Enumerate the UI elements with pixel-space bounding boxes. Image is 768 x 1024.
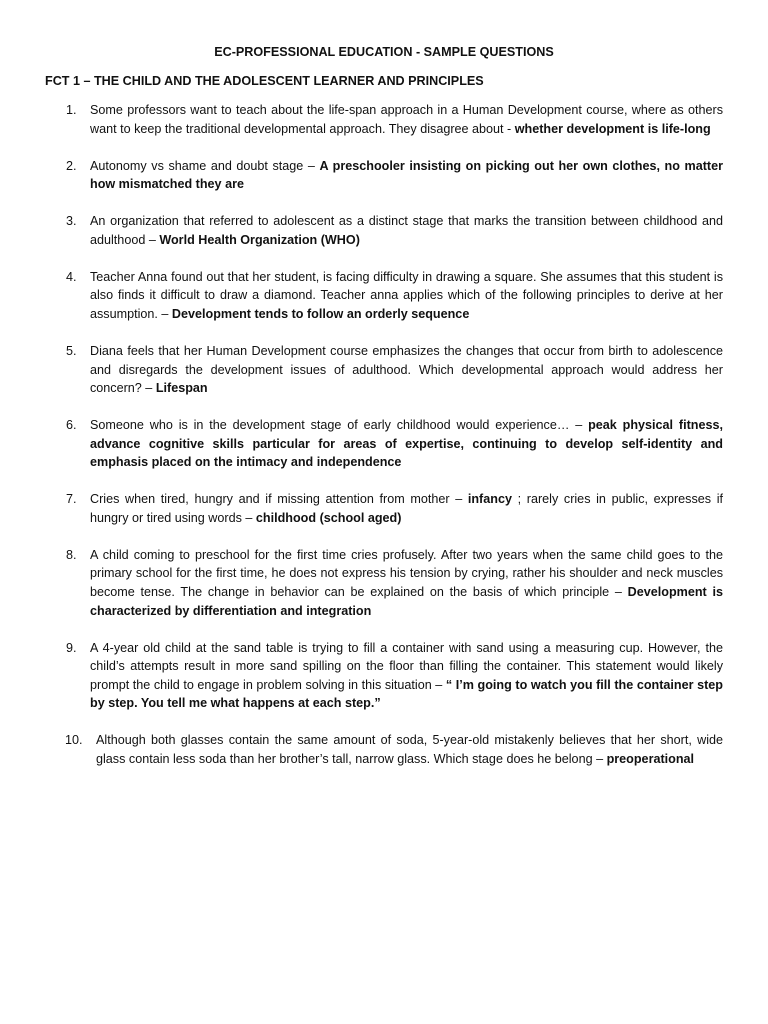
- question-number: 4.: [66, 269, 77, 284]
- question-item: [66, 490, 723, 527]
- question-number: 8.: [66, 547, 77, 562]
- question-item: [66, 101, 723, 138]
- section-title: FCT 1 – THE CHILD AND THE ADOLESCENT LEARNER AND PRINCIPLES: [45, 74, 484, 88]
- question-answer: Development is characterized by differentiation and integration: [90, 585, 723, 618]
- question-text: Although both glasses contain the same amount of soda, 5-year-old mistakenly believes that her short, wide glass contain less soda than her brother’s tall, narrow glass. Which stage does he belong –: [96, 733, 723, 766]
- question-text: Someone who is in the development stage of early childhood would experience… –: [90, 418, 589, 433]
- question-answer: World Health Organization (WHO): [159, 232, 360, 247]
- question-item: [66, 157, 723, 194]
- document-title: EC-PROFESSIONAL EDUCATION - SAMPLE QUESTIONS: [214, 45, 554, 59]
- question-text-continued: ; rarely cries in public, expresses if hungry or tired using words –: [90, 492, 723, 525]
- question-number: 3.: [66, 214, 77, 229]
- question-number: 5.: [66, 343, 77, 358]
- question-text: A 4-year old child at the sand table is trying to fill a container with sand using a measuring cup. However, the child’s attempts result in more sand spilling on the floor than filling the container. This statement would likely prompt the child to engage in problem solving in this situation –: [90, 640, 723, 692]
- question-number: 1.: [66, 103, 77, 117]
- question-text: Cries when tired, hungry and if missing attention from mother –: [90, 492, 468, 507]
- question-number: 7.: [66, 492, 77, 507]
- question-text: A child coming to preschool for the first time cries profusely. After two years when the same child goes to the primary school for the first time, he does not express his tension by crying, rather his shoulder and neck muscles become tense. The change in behavior can be explained on the basis of which principle –: [90, 547, 723, 600]
- question-item: [66, 342, 723, 398]
- question-answer: A preschooler insisting on picking out her own clothes, no matter how mismatched they are: [90, 158, 724, 192]
- question-answer: preoperational: [606, 751, 695, 766]
- question-text: Teacher Anna found out that her student, is facing difficulty in drawing a square. She assumes that this student is also finds it difficult to draw a diamond. Teacher anna applies which of the following principles to derive at her assumption. –: [90, 269, 723, 321]
- question-item: [66, 416, 723, 472]
- question-text: Autonomy vs shame and doubt stage –: [90, 158, 320, 173]
- question-answer-second: childhood (school aged): [255, 510, 402, 525]
- question-answer: Lifespan: [155, 381, 208, 396]
- question-item: [66, 268, 723, 324]
- question-answer: peak physical fitness, advance cognitive skills particular for areas of expertise, continuing to develop self-identity and emphasis placed on the intimacy and independence: [90, 418, 723, 470]
- question-number: 2.: [66, 158, 77, 173]
- question-list: [66, 101, 723, 787]
- question-text: Diana feels that her Human Development course emphasizes the changes that occur from birth to adolescence and disregards the development issues of adulthood. Which developmental approach would address her concern? –: [90, 343, 723, 396]
- question-number: 9.: [66, 640, 77, 655]
- question-answer: infancy: [467, 492, 512, 507]
- question-item: [66, 639, 723, 713]
- question-number: 10.: [65, 733, 83, 748]
- question-item: [66, 212, 723, 249]
- question-number: 6.: [66, 418, 77, 433]
- question-answer: Development tends to follow an orderly sequence: [171, 306, 470, 321]
- question-item: [66, 731, 723, 768]
- question-item: [66, 546, 723, 620]
- question-text: Some professors want to teach about the life-span approach in a Human Development course, where as others want to keep the traditional developmental approach. They disagree about -: [90, 103, 723, 136]
- question-text: An organization that referred to adolescent as a distinct stage that marks the transition between childhood and adulthood –: [90, 214, 723, 247]
- question-answer: “ I’m going to watch you fill the container step by step. You tell me what happens at each step.”: [90, 677, 723, 711]
- question-answer: whether development is life-long: [514, 121, 711, 136]
